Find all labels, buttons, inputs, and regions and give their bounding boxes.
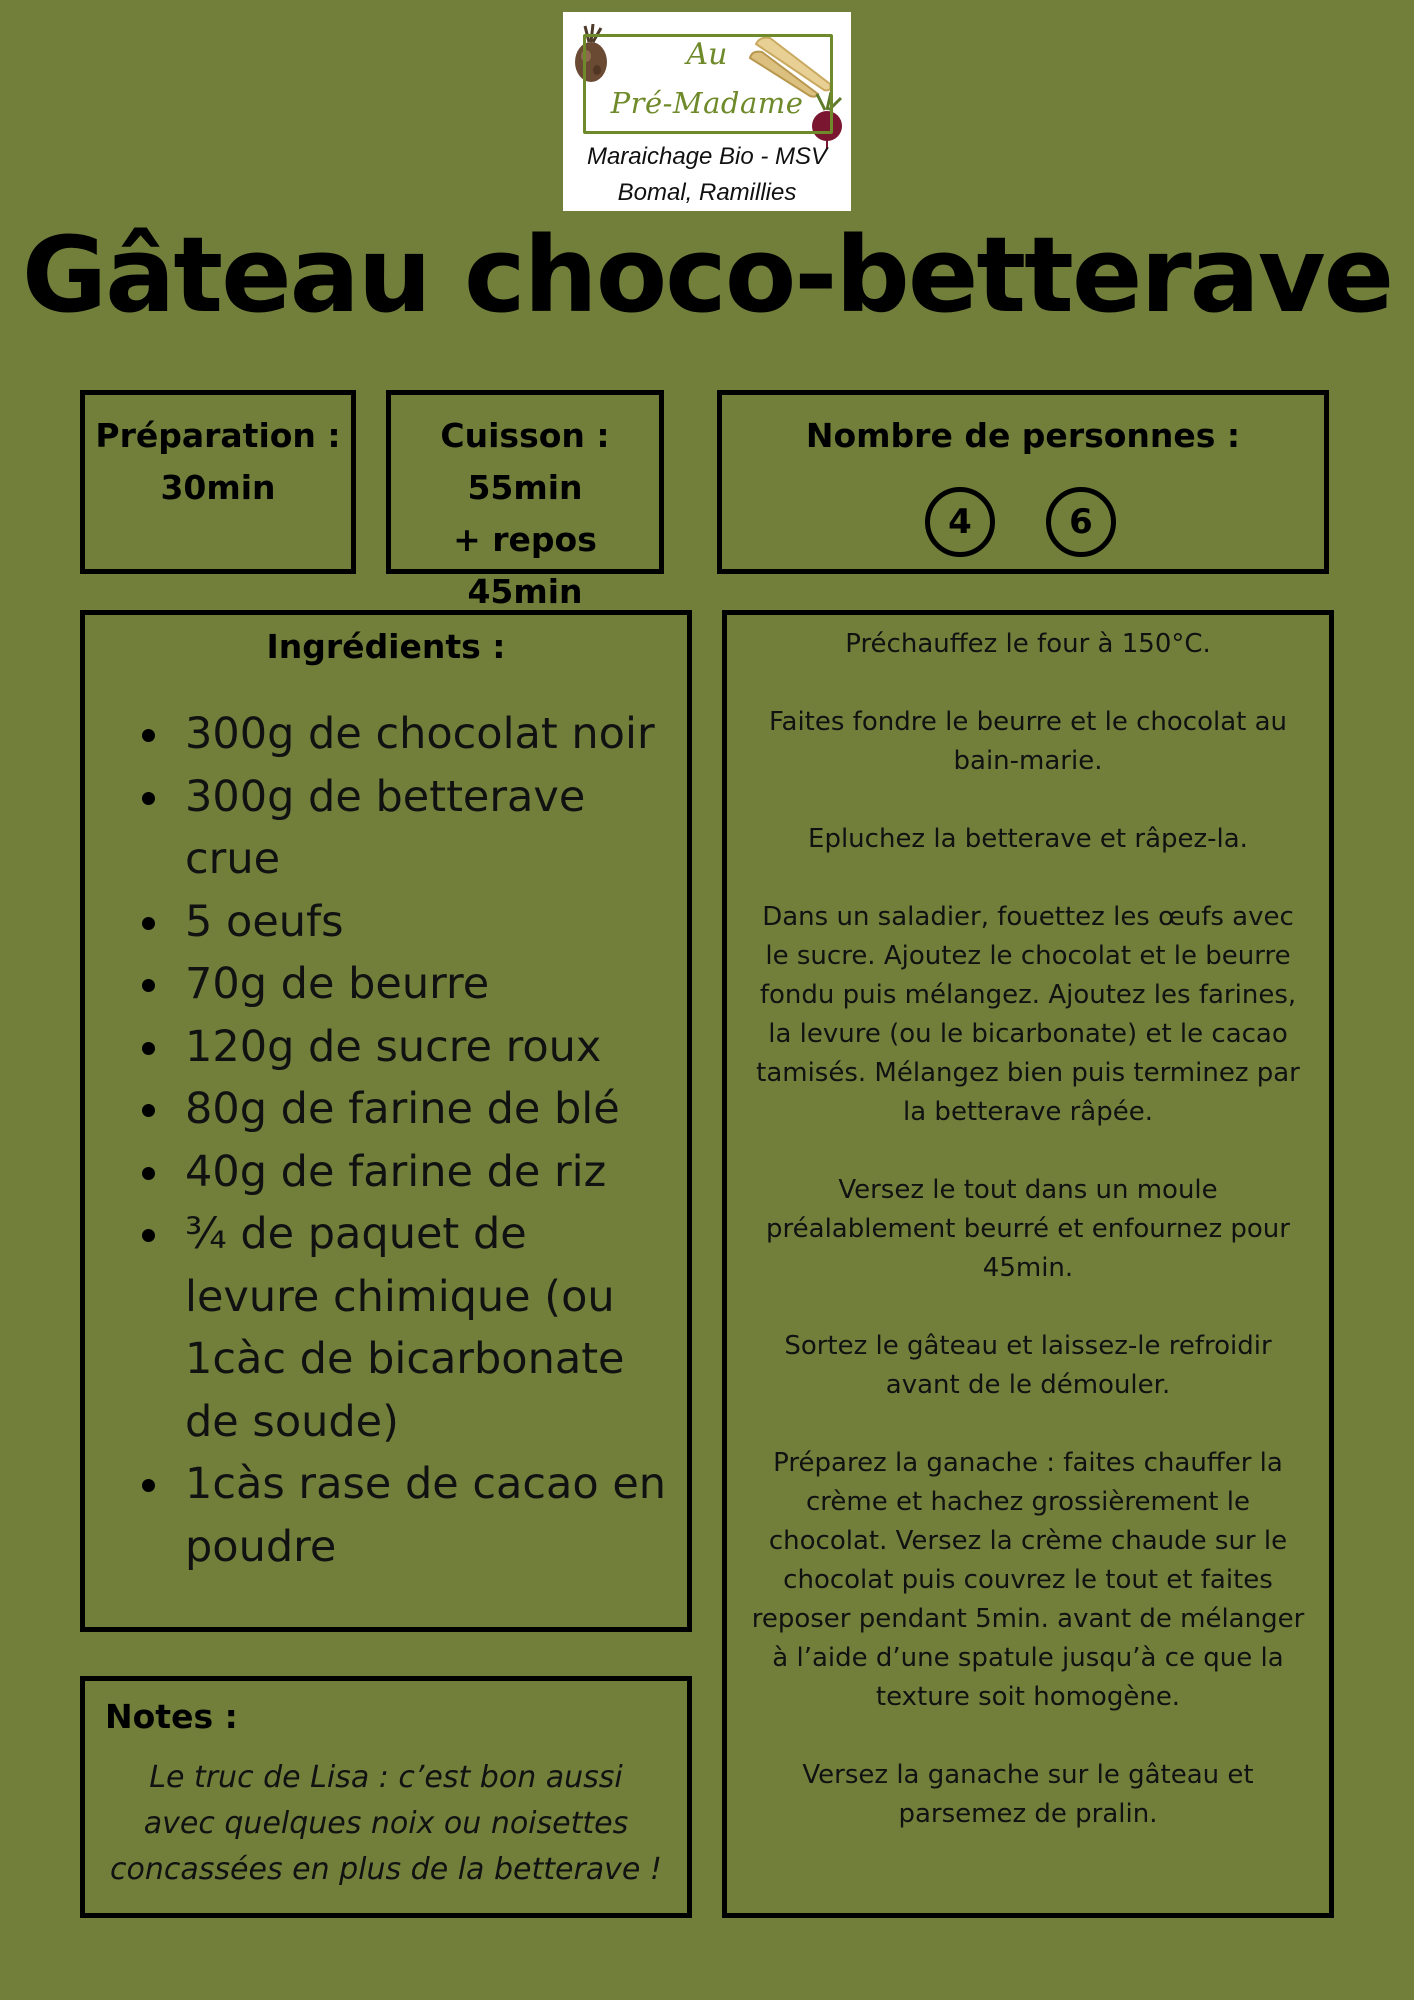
- ingredient-item: 5 oeufs: [85, 891, 687, 954]
- bullet-icon: [142, 979, 155, 992]
- steps-text: [747, 625, 1309, 1873]
- logo-brand-top: Au: [686, 37, 728, 72]
- bullet-icon: [142, 1167, 155, 1180]
- cuisson-rest: + repos 45min: [453, 520, 597, 611]
- ingredient-item: 1càs rase de cacao en poudre: [85, 1453, 687, 1578]
- bullet-icon: [142, 729, 155, 742]
- ingredients-list: [85, 703, 687, 1578]
- persons-label: Nombre de personnes :: [805, 416, 1241, 455]
- ingredients-title: Ingrédients :: [266, 627, 506, 666]
- ingredient-item: 300g de chocolat noir: [85, 703, 687, 766]
- step-paragraph: Préparez la ganache : faites chauffer la crème et hachez grossièrement le chocolat. Versez la crème chaude sur le chocolat puis couvrez le tout et faites reposer pendant 5min. avant de mélanger à l’aide d’une spatule jusqu’à ce que la texture soit homogène.: [751, 1448, 1305, 1712]
- notes-title: Notes :: [105, 1697, 238, 1736]
- bullet-icon: [142, 1229, 155, 1242]
- preparation-label: Préparation :: [95, 416, 341, 455]
- logo-tagline-2: Bomal, Ramillies: [617, 179, 797, 206]
- notes-box: [80, 1676, 692, 1918]
- persons-option-4[interactable]: 4: [925, 487, 995, 557]
- bullet-icon: [142, 917, 155, 930]
- persons-box: [717, 390, 1329, 574]
- ingredient-item: 40g de farine de riz: [85, 1141, 687, 1204]
- ingredient-item: 80g de farine de blé: [85, 1078, 687, 1141]
- bullet-icon: [142, 1479, 155, 1492]
- step-paragraph: Versez le tout dans un moule préalablement beurré et enfournez pour 45min.: [766, 1175, 1290, 1283]
- logo: [563, 12, 851, 211]
- step-paragraph: Sortez le gâteau et laissez-le refroidir avant de le démouler.: [784, 1331, 1272, 1400]
- steps-box: [722, 610, 1334, 1918]
- recipe-title: Gâteau choco-betterave: [21, 214, 1393, 336]
- ingredient-item: 70g de beurre: [85, 953, 687, 1016]
- ingredient-item: ¾ de paquet de levure chimique (ou 1càc de bicarbonate de soude): [85, 1203, 687, 1453]
- bullet-icon: [142, 1042, 155, 1055]
- logo-brand-bottom: Pré-Madame: [610, 86, 804, 120]
- persons-option-6[interactable]: 6: [1046, 487, 1116, 557]
- logo-tagline-1: Maraichage Bio - MSV: [586, 143, 828, 170]
- notes-text: Le truc de Lisa : c’est bon aussi avec quelques noix ou noisettes concassées en plus de la betterave !: [110, 1760, 662, 1887]
- step-paragraph: Epluchez la betterave et râpez-la.: [808, 824, 1248, 854]
- bullet-icon: [142, 792, 155, 805]
- preparation-box: [80, 390, 356, 574]
- step-paragraph: Faites fondre le beurre et le chocolat au bain-marie.: [768, 707, 1288, 776]
- cuisson-value: 55min: [467, 468, 583, 507]
- ingredients-box: [80, 610, 692, 1632]
- preparation-value: 30min: [160, 468, 276, 507]
- ingredient-item: 120g de sucre roux: [85, 1016, 687, 1079]
- cuisson-label: Cuisson :: [440, 416, 610, 455]
- ingredient-item: 300g de betterave crue: [85, 766, 687, 891]
- step-paragraph: Préchauffez le four à 150°C.: [845, 629, 1211, 659]
- bullet-icon: [142, 1104, 155, 1117]
- cuisson-box: [386, 390, 664, 611]
- step-paragraph: Versez la ganache sur le gâteau et parsemez de pralin.: [802, 1760, 1254, 1829]
- step-paragraph: Dans un saladier, fouettez les œufs avec le sucre. Ajoutez le chocolat et le beurre fondu puis mélangez. Ajoutez les farines, la levure (ou le bicarbonate) et le cacao tamisés. Mélangez bien puis terminez par la betterave râpée.: [756, 902, 1300, 1127]
